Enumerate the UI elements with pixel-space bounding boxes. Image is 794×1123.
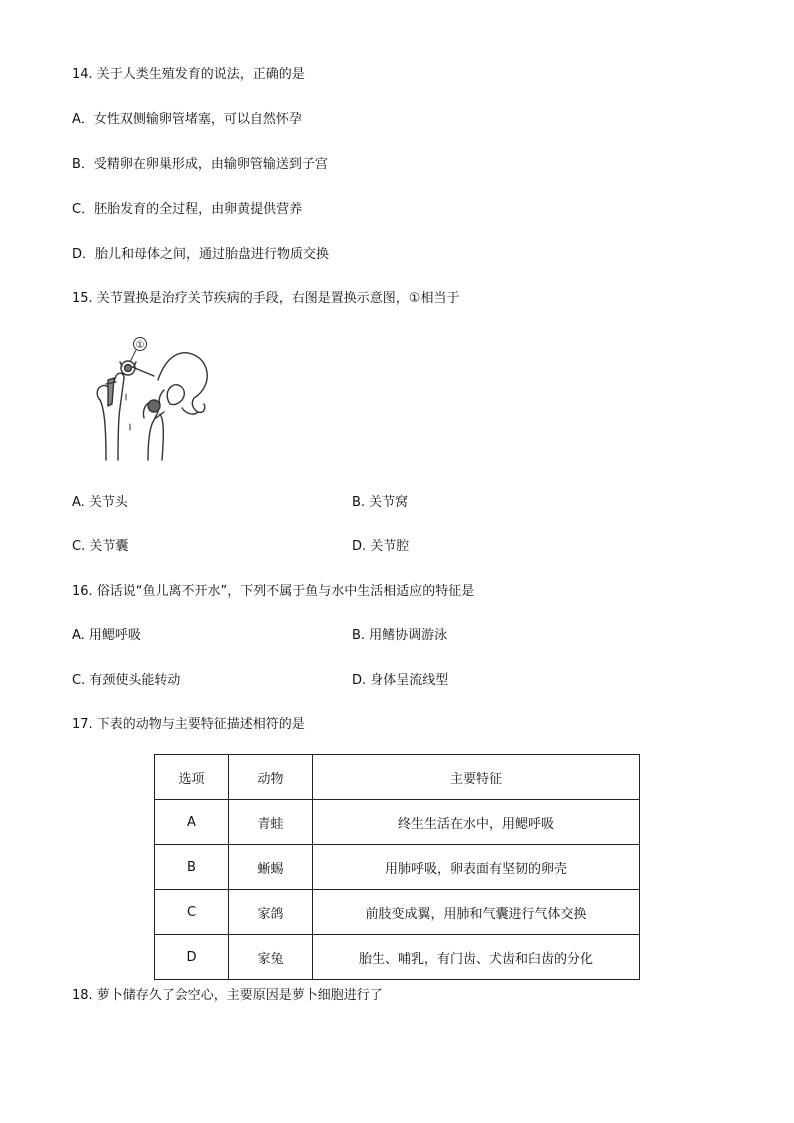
question-14-option-d: D．胎儿和母体之间，通过胎盘进行物质交换	[72, 247, 330, 262]
table-header-row	[155, 755, 640, 800]
table-cell-option: D	[155, 935, 229, 980]
table-cell-animal: 青蛙	[229, 800, 313, 845]
question-16-stem: 16. 俗话说“鱼儿离不开水”，下列不属于鱼与水中生活相适应的特征是	[72, 584, 475, 599]
question-16-option-c: C. 有颈使头能转动	[72, 673, 181, 688]
animal-traits-table	[154, 754, 640, 980]
right-femoral-head	[148, 400, 160, 412]
table-cell-animal: 家鸽	[229, 890, 313, 935]
question-14-stem: 14. 关于人类生殖发育的说法，正确的是	[72, 67, 305, 82]
table-cell-trait: 用肺呼吸，卵表面有坚韧的卵壳	[313, 845, 640, 890]
question-15-option-b: B. 关节窝	[352, 495, 409, 510]
joint-replacement-figure	[86, 334, 214, 464]
table-header-option: 选项	[155, 755, 229, 800]
table-header-animal: 动物	[229, 755, 313, 800]
question-18-stem: 18. 萝卜储存久了会空心，主要原因是萝卜细胞进行了	[72, 988, 383, 1003]
table-row	[155, 890, 640, 935]
table-header-trait: 主要特征	[313, 755, 640, 800]
question-15-option-d: D. 关节腔	[352, 539, 410, 554]
question-16-option-a: A. 用鳃呼吸	[72, 628, 141, 643]
table-cell-option: C	[155, 890, 229, 935]
pelvis-outline	[158, 353, 207, 413]
question-17-stem: 17. 下表的动物与主要特征描述相符的是	[72, 717, 305, 732]
table-row	[155, 845, 640, 890]
question-16-option-d: D. 身体呈流线型	[352, 673, 449, 688]
table-cell-trait: 终生生活在水中，用鳃呼吸	[313, 800, 640, 845]
question-14-option-a: A．女性双侧输卵管堵塞，可以自然怀孕	[72, 112, 302, 127]
acetabulum-socket	[167, 385, 184, 405]
question-16-option-b: B. 用鳍协调游泳	[352, 628, 448, 643]
question-15-stem: 15. 关节置换是治疗关节疾病的手段，右图是置换示意图，①相当于	[72, 291, 460, 306]
question-15-option-c: C. 关节囊	[72, 539, 129, 554]
table-cell-option: B	[155, 845, 229, 890]
table-cell-option: A	[155, 800, 229, 845]
joint-replacement-illustration	[86, 334, 214, 464]
left-femur-shaft	[100, 400, 106, 460]
table-row	[155, 935, 640, 980]
table-cell-animal: 家兔	[229, 935, 313, 980]
table-row	[155, 800, 640, 845]
question-15-option-a: A. 关节头	[72, 495, 128, 510]
figure-label: ①	[135, 340, 145, 351]
table-cell-trait: 胎生、哺乳，有门齿、犬齿和臼齿的分化	[313, 935, 640, 980]
table-cell-trait: 前肢变成翼，用肺和气囊进行气体交换	[313, 890, 640, 935]
right-femur-shaft	[160, 414, 163, 460]
question-14-option-c: C．胚胎发育的全过程，由卵黄提供营养	[72, 202, 303, 217]
table-cell-animal: 蜥蜴	[229, 845, 313, 890]
question-14-option-b: B．受精卵在卵巢形成，由输卵管输送到子宫	[72, 157, 328, 172]
